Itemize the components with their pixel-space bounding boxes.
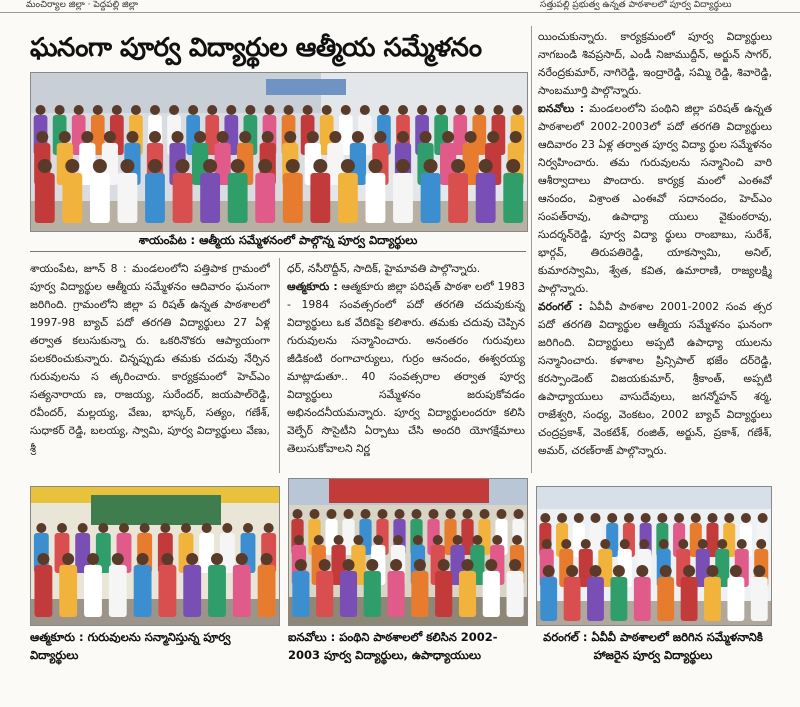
article-column-right (538, 28, 772, 478)
photo-warangal-caption: వరంగల్ : ఏవీవీ పాఠశాలలో జరిగిన సమ్మేళనానికి హాజరైన పూర్వ విద్యార్థులు (543, 630, 763, 662)
main-group-photo (30, 72, 528, 232)
column-divider (279, 258, 280, 473)
paragraph-atmakur: ఆత్మకూరు జిల్లా పరిషత్ పాఠశా లలో 1983 - 1984 సంవత్సరంలో పదో తరగతి చదువుకున్న విద్యార్థులు ఒక వేదికపై కలిశారు. తమకు చదువు చెప్పిన గురువులను సన్మానించారు. అనంతరం గురువులు జీడికంటి రంగాచార్యులు, గుర్రం ఆనందం, ఈశ్వరయ్య మాట్లాడుతూ.. 40 సంవత్సరాల తర్వాత పూర్వ విద్యార్థులు సమ్మేళనం జరుపుకోవడం అభినందనీయమన్నారు. పూర్వ విద్యార్థులందరూ కలిసి వెల్ఫేర్ సొసైటీని ఏర్పాటు చేసి అందరి యోగక్షేమాలు తెలుసుకోవాలని నిర్ణ (287, 280, 525, 455)
photo-warangal (536, 486, 772, 626)
photo-inavolu-caption: ఐనవోలు : పంథిని పాఠశాలలో కలిసిన 2002-2003 పూర్వ విద్యార్థులు, ఉపాధ్యాయులు (288, 630, 498, 662)
top-strip-left: మంచిర్యాల జిల్లా · పెద్దపల్లి జిల్లా (26, 0, 138, 10)
paragraph-shayampet-end: ధర్, నసీరొద్దీన్, సాదిక్, హైమావతి పాల్గొన్నారు. (287, 262, 481, 275)
main-photo-caption: శాయంపేట : ఆత్మీయ సమ్మేళనంలో పాల్గొన్న పూర్వ విద్యార్థులు (138, 233, 418, 247)
paragraph-warangal: ఏవీవీ పాఠశాల 2001-2002 సంవ త్సర పదో తరగతి విద్యార్థుల ఆత్మీయ సమ్మేళనం ఘనంగా జరిగింది. విద్యార్థులు అప్పటి ఉపాధ్యా యులను సన్మానించారు. కళాశాల ప్రిన్సిపాల్ భజేం దర్‌రెడ్డి, కరస్పాండెంట్ విజయకుమార్, శ్రీకాంత్, అప్పటి ఉపాధ్యాయులు వాసుదేవులు, జగన్మోహన్ శర్మ, రాజేశ్వరి, సంధ్య, వెంకటం, 2002 బ్యాచ్ విద్యార్థులు చంద్రప్రకాశ్, వెంకటేశ్, రంజిత్, అర్జున్, ప్రకాశ్, గణేశ్, అమర్, చరణ్‌రాజ్ పాల్గొన్నారు. (538, 300, 772, 457)
photo-warangal-illustration (537, 487, 771, 625)
dateline-inavolu: ఐనవోలు : (538, 102, 585, 115)
top-strip-right: సత్తుపల్లి ప్రభుత్వ ఉన్నత పాఠశాలలో పూర్వ విద్యార్థులు (540, 0, 732, 10)
column-divider (531, 26, 532, 473)
caption-rule (30, 251, 526, 252)
dateline-atmakur: ఆత్మకూరు : (287, 280, 338, 293)
photo-atmakur-caption: ఆత్మకూరు : గురువులను సన్మానిస్తున్న పూర్వ విద్యార్థులు (30, 630, 231, 662)
article-headline: ఘనంగా పూర్వ విద్యార్థుల ఆత్మీయ సమ్మేళనం (30, 33, 482, 63)
group-photo-illustration (31, 73, 527, 231)
photo-atmakur-illustration (31, 487, 279, 625)
photo-inavolu-illustration (289, 479, 527, 625)
photo-atmakur (30, 486, 280, 626)
dateline-warangal: వరంగల్ : (538, 300, 583, 313)
article-column-left (30, 260, 270, 478)
paragraph-shayampet: శాయంపేట, జూన్ 8 : మండలంలోని పత్తిపాక గ్రామంలో పూర్వ విద్యార్థుల ఆత్మీయ సమ్మేళనం ఆదివారం ఘనంగా జరిగింది. గ్రామంలోని జిల్లా ప రిషత్ ఉన్నత పాఠశాలలో 1997-98 బ్యాచ్ పదో తరగతి విద్యార్థులు 27 ఏళ్ల తర్వాత కలుసుకున్నా రు. ఒకరినొకరు ఆప్యాయంగా పలకరించుకున్నారు. చిన్నప్పుడు తమకు చదువు నేర్పిన గురువులను స త్కరించారు. కార్యక్రమంలో హెచ్‌ఎం సత్యనారాయ ణ, రాజయ్య, సురేందర్, జయపాల్‌రెడ్డి, రవీందర్, మల్లయ్య, వేణు, భాస్కర్, సత్యం, గణేశ్, సుధాకర్ రెడ్డి, బలయ్య, స్వామి, పూర్వ విద్యార్థులు వేణు, శ్రీ (30, 262, 270, 455)
top-strip (0, 0, 800, 13)
paragraph-atmakur-end: యించుకున్నారు. కార్యక్రమంలో పూర్వ విద్యార్థులు నాగబండి శివప్రసాద్, ఎండీ నిజాముద్దీన్, అర్జున్ సాగర్, నరేంద్రకుమార్, నాగిరెడ్డి, ఇంద్రారెడ్డి, సమ్మి రెడ్డి, శివారెడ్డి, సాంబమూర్తి పాల్గొన్నారు. (538, 30, 772, 97)
photo-inavolu (288, 478, 528, 626)
paragraph-inavolu: మండలంలోని పంథిని జిల్లా పరిషత్ ఉన్నత పాఠశాలలో 2002-2003లో పదో తరగతి విద్యార్థులు ఆదివారం 23 ఏళ్ల తర్వాత పూర్వ విద్యా ర్థుల సమ్మేళనం నిర్వహించారు. తమ గురువులను సన్మానించి వారి ఆశీర్వాదాలు పొందారు. కార్యక్ర మంలో ఎంఈవో ఆనందం, విశ్రాంత ఎంఈవో సదానందం, హెచ్‌ఎం సంపత్‌రావు, ఉపాధ్యా యులు వైకుంఠరావు, సుదర్శన్‌రెడ్డి, పూర్వ విద్యా ర్థులు రాంబాబు, సురేశ్, భార్గవ్, తిరుపతిరెడ్డి, యాకస్వామి, అనిల్, కుమారస్వామి, శ్వేత, కవిత, ఉమారాణి, రాజ్యలక్ష్మి పాల్గొన్నారు. (538, 102, 772, 295)
article-column-middle (287, 260, 525, 478)
